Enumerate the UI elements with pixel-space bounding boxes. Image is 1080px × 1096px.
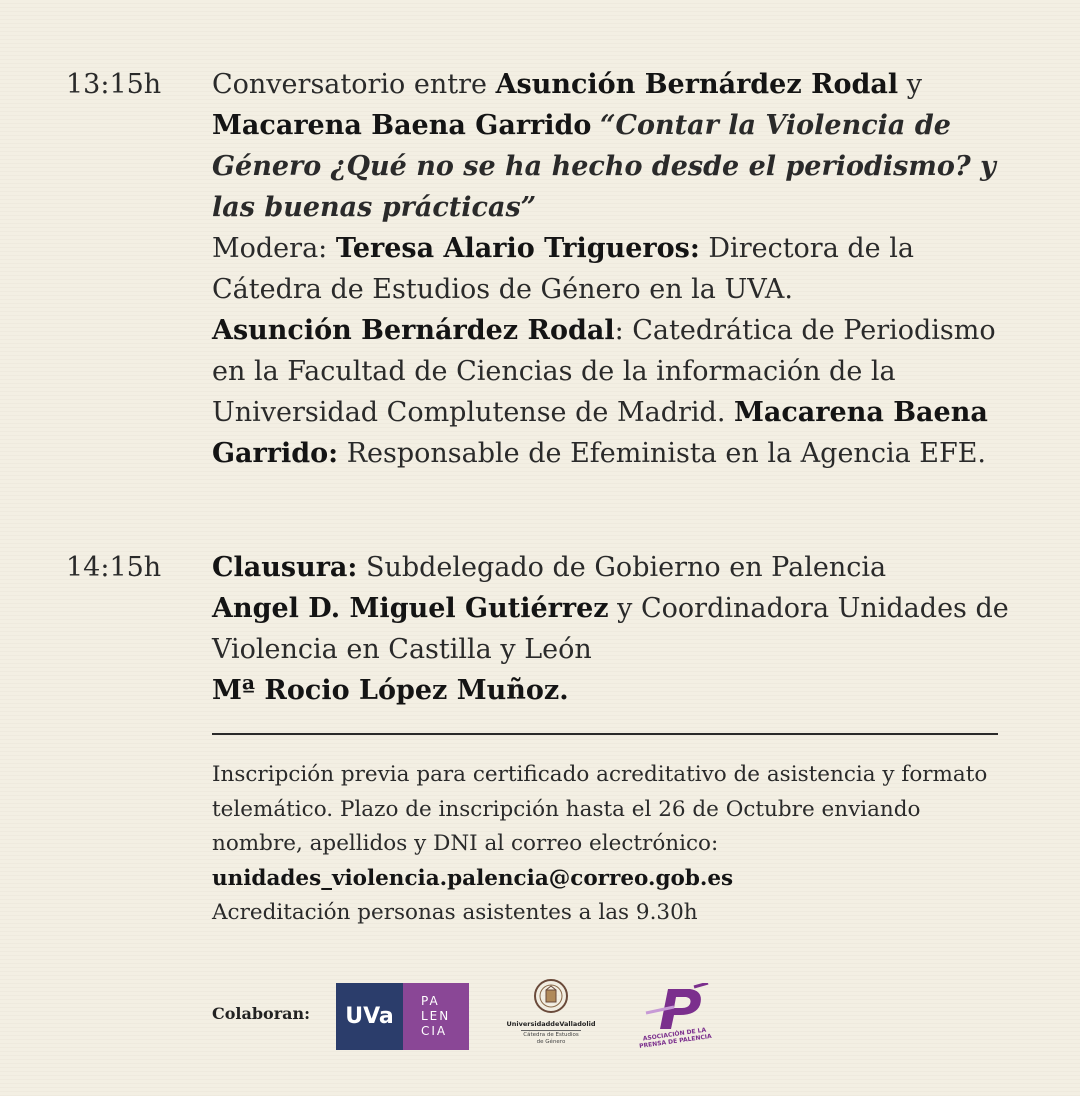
session-1-intro — [212, 64, 1032, 228]
uvalladolid-name: UniversidaddeValladolid — [506, 1020, 596, 1028]
palencia-line-1: PA — [421, 994, 440, 1008]
speaker-a: Asunción Bernárdez Rodal — [495, 69, 899, 100]
bio-a-name: Asunción Bernárdez Rodal — [212, 315, 615, 346]
session-1-block — [212, 64, 1032, 474]
uva-logo-text: UVa — [336, 983, 403, 1050]
talk-title: “Contar la Violencia de Género ¿Qué no se ha hecho desde el periodismo? y las buenas prácticas” — [212, 110, 996, 223]
catedra-name: Cátedra de Estudios de Género — [521, 1030, 581, 1046]
session-2-block — [212, 547, 1032, 711]
closing-person-2: Mª Rocio López Muñoz — [212, 675, 560, 706]
moderator-role: Directora de la Cátedra de Estudios de Género en la UVA. — [212, 233, 914, 305]
uva-palencia-logo — [336, 983, 469, 1050]
time-session-2: 14:15h — [66, 552, 162, 583]
divider — [212, 733, 998, 735]
uvalladolid-catedra-logo — [505, 978, 597, 1056]
closing-text-2: y Coordinadora Unidades de Violencia en Castilla y León — [212, 593, 1009, 665]
time-session-1: 13:15h — [66, 69, 162, 100]
registration-body: Inscripción previa para certificado acreditativo de asistencia y formato telemático. Plazo de inscripción hasta el 26 de Octubre enviando nombre, apellidos y DNI al correo electrónico: — [212, 762, 988, 856]
closing-label: Clausura: — [212, 552, 358, 583]
registration-text — [212, 758, 1012, 896]
moderator-name: Teresa Alario Trigueros: — [335, 233, 700, 264]
prensa-text: ASOCIACIÓN DE LA PRENSA DE PALENCIA — [638, 1026, 713, 1051]
palencia-line-3: CIA — [421, 1024, 448, 1038]
closing-text-1: Subdelegado de Gobierno en Palencia — [357, 552, 887, 583]
moderator-line — [212, 228, 1032, 310]
modera-label: Modera: — [212, 233, 336, 264]
prensa-palencia-logo — [633, 983, 717, 1055]
registration-email[interactable]: unidades_violencia.palencia@correo.gob.es — [212, 865, 734, 891]
crest-icon — [533, 978, 569, 1014]
palencia-logo-text — [403, 983, 469, 1050]
registration-info — [212, 758, 1012, 931]
bio-a-text: : Catedrática de Periodismo en la Facultad de Ciencias de la información de la Universidad Complutense de Madrid. — [212, 315, 996, 428]
palencia-line-2: LEN — [421, 1009, 451, 1023]
colaboran-label: Colaboran: — [212, 1004, 311, 1023]
accreditation-text: Acreditación personas asistentes a las 9.30h — [212, 900, 698, 925]
and-text: y — [898, 69, 923, 100]
closing-period: . — [559, 675, 569, 706]
p-letter-icon — [638, 983, 712, 1031]
speaker-bios — [212, 310, 1032, 474]
closing-person-1: Angel D. Miguel Gutiérrez — [212, 593, 609, 624]
speaker-b: Macarena Baena Garrido — [212, 110, 592, 141]
closing-text — [212, 547, 1032, 711]
bio-b-text: Responsable de Efeminista en la Agencia EFE. — [338, 438, 986, 469]
intro-text: Conversatorio entre — [212, 69, 496, 100]
bio-b-name: Macarena Baena Garrido: — [212, 397, 988, 469]
